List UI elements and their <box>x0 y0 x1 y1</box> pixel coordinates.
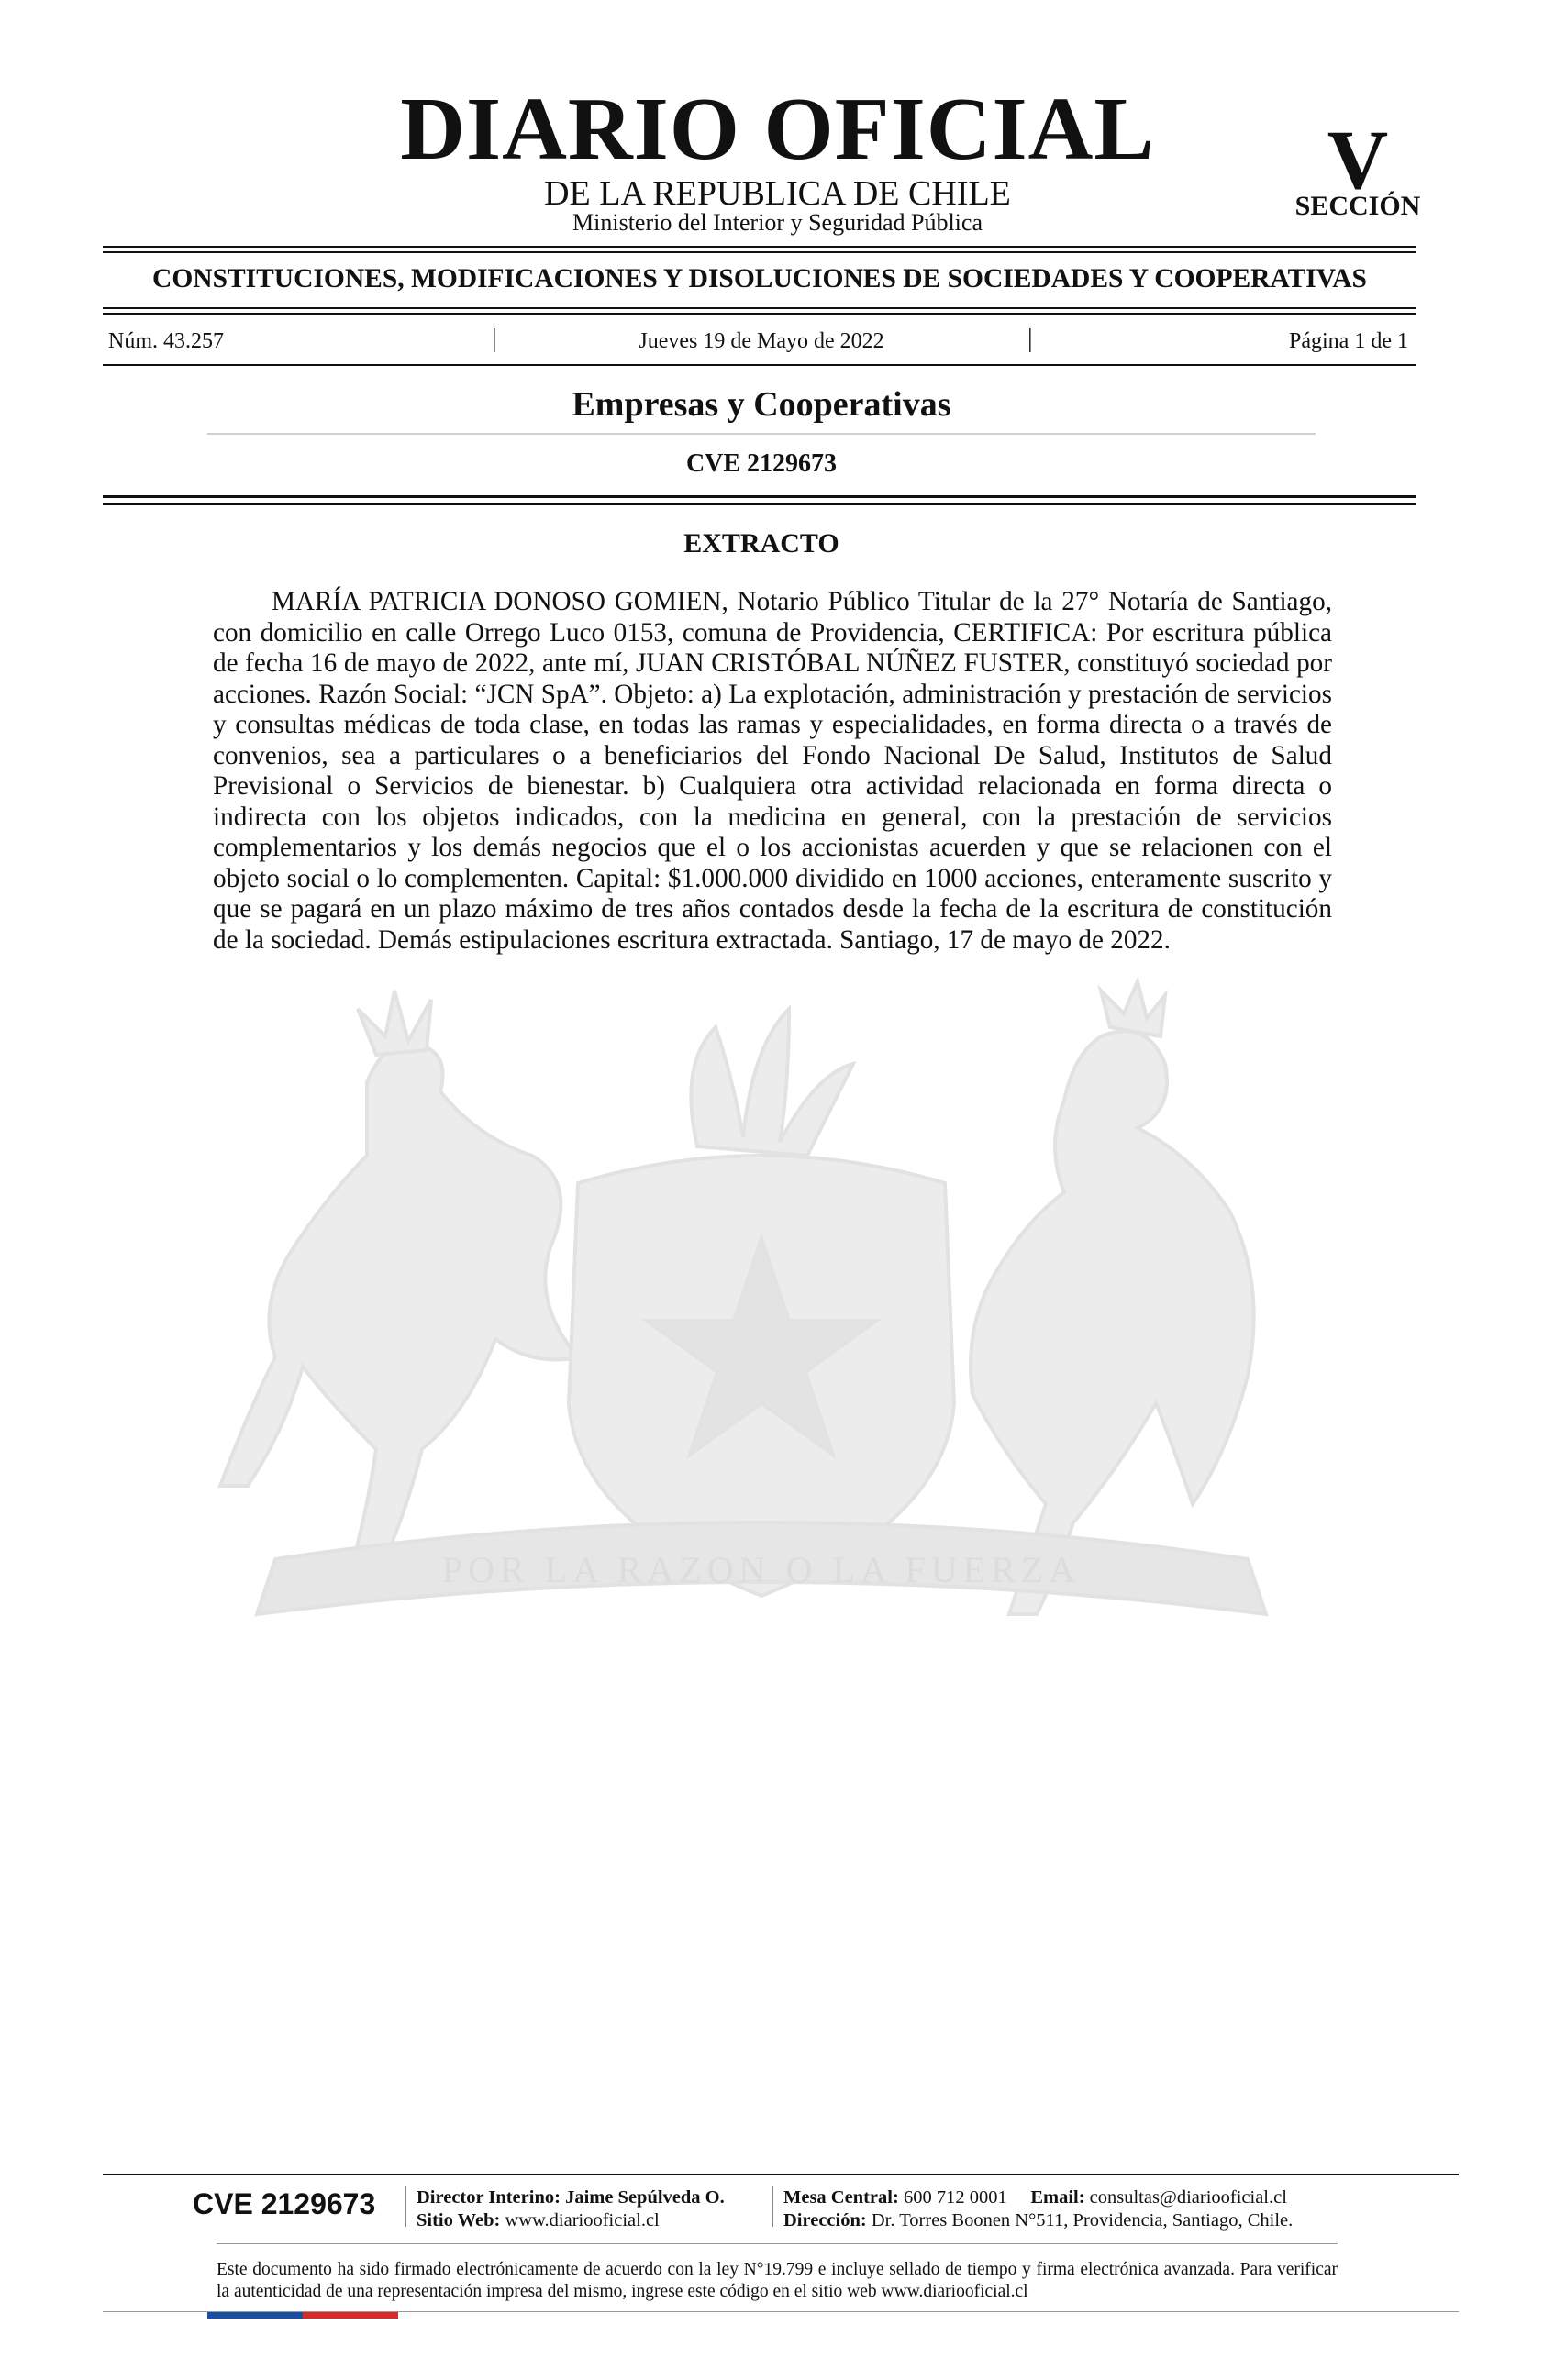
director-label: Director Interino: <box>417 2187 561 2208</box>
document-cve: CVE 2129673 <box>685 449 838 478</box>
web-label: Sitio Web: <box>417 2210 501 2231</box>
footer-cve: CVE 2129673 <box>193 2187 376 2220</box>
footer-contact-block <box>783 2186 1293 2232</box>
header-rule <box>103 246 1416 248</box>
web-link[interactable]: www.diariooficial.cl <box>505 2210 660 2231</box>
cve-rule <box>103 495 1416 498</box>
footer-divider <box>405 2186 406 2227</box>
flag-stripe-blue <box>207 2312 303 2319</box>
category-heading: CONSTITUCIONES, MODIFICACIONES Y DISOLUCIONES DE SOCIEDADES Y COOPERATIVAS <box>152 264 1367 293</box>
footer-signature-note: Este documento ha sido firmado electrónicamente de acuerdo con la ley N°19.799 e incluye sellado de tiempo y firma electrónica avanzada. Para verificar la autenticidad de una representación impresa del mismo, ingrese este código en el sitio web www.diariooficial.cl <box>217 2260 1338 2301</box>
extract-body: MARÍA PATRICIA DONOSO GOMIEN, Notario Público Titular de la 27° Notaría de Santiago, con domicilio en calle Orrego Luco 0153, comuna de Providencia, CERTIFICA: Por escritura pública de fecha 16 de mayo de 2022, ante mí, JUAN CRISTÓBAL NÚÑEZ FUSTER, constituyó sociedad por acciones. Razón Social: “JCN SpA”. Objeto: a) La explotación, administración y prestación de servicios y consultas médicas de toda clase, en todas las ramas y especialidades, en forma directa o a través de convenios, sea a particulares o a beneficiarios del Fondo Nacional De Salud, Institutos de Salud Previsional o Servicios de bienestar. b) Cualquiera otra actividad relacionada en forma directa o indirecta con los objetos indicados, con la medicina en general, con la prestación de servicios complementarios y los demás negocios que el o los accionistas acuerden y que se relacionen con el objeto social o lo complementen. Capital: $1.000.000 dividido en 1000 acciones, enteramente suscrito y que se pagará en un plazo máximo de tres años contados desde la fecha de la escritura de constitución de la sociedad. Demás estipulaciones escritura extractada. Santiago, 17 de mayo de 2022. <box>213 587 1332 955</box>
masthead-ministry: Ministerio del Interior y Seguridad Pública <box>572 209 983 236</box>
issue-rule <box>103 364 1416 366</box>
document-kind: Empresas y Cooperativas <box>572 385 951 424</box>
category-rule <box>103 307 1416 309</box>
phone-value: 600 712 0001 <box>903 2187 1007 2208</box>
footer-director-block <box>417 2186 725 2232</box>
email-link[interactable]: consultas@diariooficial.cl <box>1089 2187 1287 2208</box>
flag-stripe-red <box>303 2312 398 2319</box>
coat-of-arms-watermark <box>147 972 1376 1688</box>
cve-rule <box>103 503 1416 505</box>
address-value: Dr. Torres Boonen N°511, Providencia, Santiago, Chile. <box>871 2210 1294 2231</box>
issue-number: Núm. 43.257 <box>108 329 224 353</box>
footer-top-rule <box>103 2174 1459 2175</box>
footer-divider <box>772 2186 773 2227</box>
email-label: Email: <box>1030 2187 1085 2208</box>
director-name: Jaime Sepúlveda O. <box>565 2187 725 2208</box>
section-letter: V <box>1327 113 1389 206</box>
category-rule <box>103 313 1416 315</box>
header-rule <box>103 251 1416 253</box>
kind-underline <box>207 433 1316 435</box>
motto-text: POR LA RAZON O LA FUERZA <box>441 1549 1082 1590</box>
extract-title: EXTRACTO <box>683 528 839 559</box>
phone-label: Mesa Central: <box>783 2187 899 2208</box>
section-word: SECCIÓN <box>1294 191 1421 221</box>
address-label: Dirección: <box>783 2210 867 2231</box>
issue-separator: | <box>1027 325 1033 353</box>
masthead-subtitle: DE LA REPUBLICA DE CHILE <box>544 174 1011 213</box>
issue-page: Página 1 de 1 <box>1289 329 1408 353</box>
issue-date: Jueves 19 de Mayo de 2022 <box>639 329 884 353</box>
footer-mid-rule <box>217 2243 1338 2244</box>
issue-separator: | <box>492 325 497 353</box>
masthead-title: DIARIO OFICIAL <box>400 80 1155 179</box>
